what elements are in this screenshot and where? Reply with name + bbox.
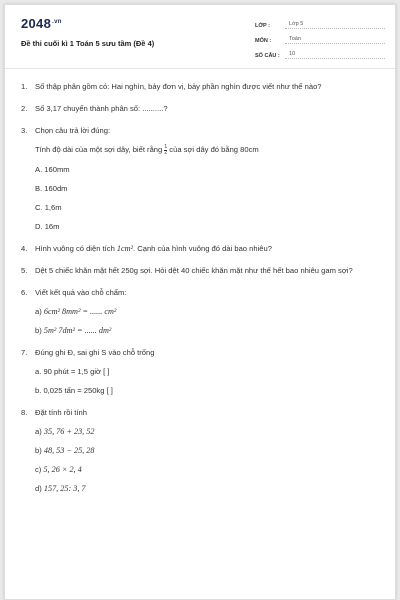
question-7: 7. Đúng ghi Đ, sai ghi S vào chỗ trống a. 90 phút = 1,5 giờ [ ] b. 0,025 tấn = 250kg [ ]: [21, 347, 387, 396]
fill-blank-a: a) 6cm² 8mm² = ...... cm²: [35, 306, 117, 316]
exam-sheet: [4, 4, 396, 600]
calc-item: c) 5, 26 × 2, 4: [35, 464, 82, 474]
exam-title: Đề thi cuối kì 1 Toán 5 sưu tầm (Đề 4): [21, 39, 155, 48]
meta-subject: MÔN : Toán: [255, 32, 385, 44]
question-1: 1. Số thập phân gồm có: Hai nghìn, bảy đơn vị, bảy phần nghìn được viết như thế nào?: [21, 82, 322, 91]
meta-question-count: SỐ CÂU : 10: [255, 47, 385, 59]
site-logo[interactable]: $2048^{.vn}$: [21, 16, 62, 31]
answer-option[interactable]: D. 16m: [35, 221, 60, 231]
true-false-item[interactable]: a. 90 phút = 1,5 giờ [ ]: [35, 366, 110, 376]
question-8: 8. Đặt tính rồi tính a) 35, 76 + 23, 52 b) 48, 53 − 25, 28 c) 5, 26 × 2, 4 d) 157, 25: 3, 7: [21, 407, 387, 494]
fill-blank-b: b) 5m² 7dm² = ...... dm²: [35, 325, 112, 335]
question-6: 6. Viết kết quả vào chỗ chấm: a) 6cm² 8mm² = ...... cm² b) 5m² 7dm² = ...... dm²: [21, 287, 387, 336]
answer-option[interactable]: C. 1,6m: [35, 202, 62, 212]
fraction: $\frac{1}{2}$: [164, 143, 168, 156]
calc-item: a) 35, 76 + 23, 52: [35, 426, 95, 436]
true-false-item[interactable]: b. 0,025 tấn = 250kg [ ]: [35, 385, 113, 395]
answer-option[interactable]: B. 160dm: [35, 183, 68, 193]
question-3: 3. Chọn câu trả lời đúng: Tính độ dài của một sợi dây, biết rằng $\frac{1}{2}$ của sợi dây đó bằng 80cm A. 160mm B. 160dm C. 1,6m D. 16m: [21, 125, 387, 232]
calc-item: b) 48, 53 − 25, 28: [35, 445, 95, 455]
answer-option[interactable]: A. 160mm: [35, 164, 70, 174]
exam-header: [5, 5, 395, 69]
exam-meta: [255, 17, 385, 62]
question-5: 5. Dệt 5 chiếc khăn mặt hết 250g sợi. Hỏi dệt 40 chiếc khăn mặt như thế hết bao nhiêu gam sợi?: [21, 265, 353, 275]
meta-class: LỚP : Lớp 5: [255, 17, 385, 29]
math-expression: 1cm²: [116, 243, 134, 253]
question-3-stem: Tính độ dài của một sợi dây, biết rằng $\frac{1}{2}$ của sợi dây đó bằng 80cm: [35, 143, 259, 156]
question-4: 4. Hình vuông có diện tích 1cm². Cạnh của hình vuông đó dài bao nhiêu?: [21, 243, 272, 253]
question-2: 2. Số 3,17 chuyển thành phân số: ..........?: [21, 104, 168, 113]
question-list: [21, 81, 387, 505]
calc-item: d) 157, 25: 3, 7: [35, 483, 86, 493]
